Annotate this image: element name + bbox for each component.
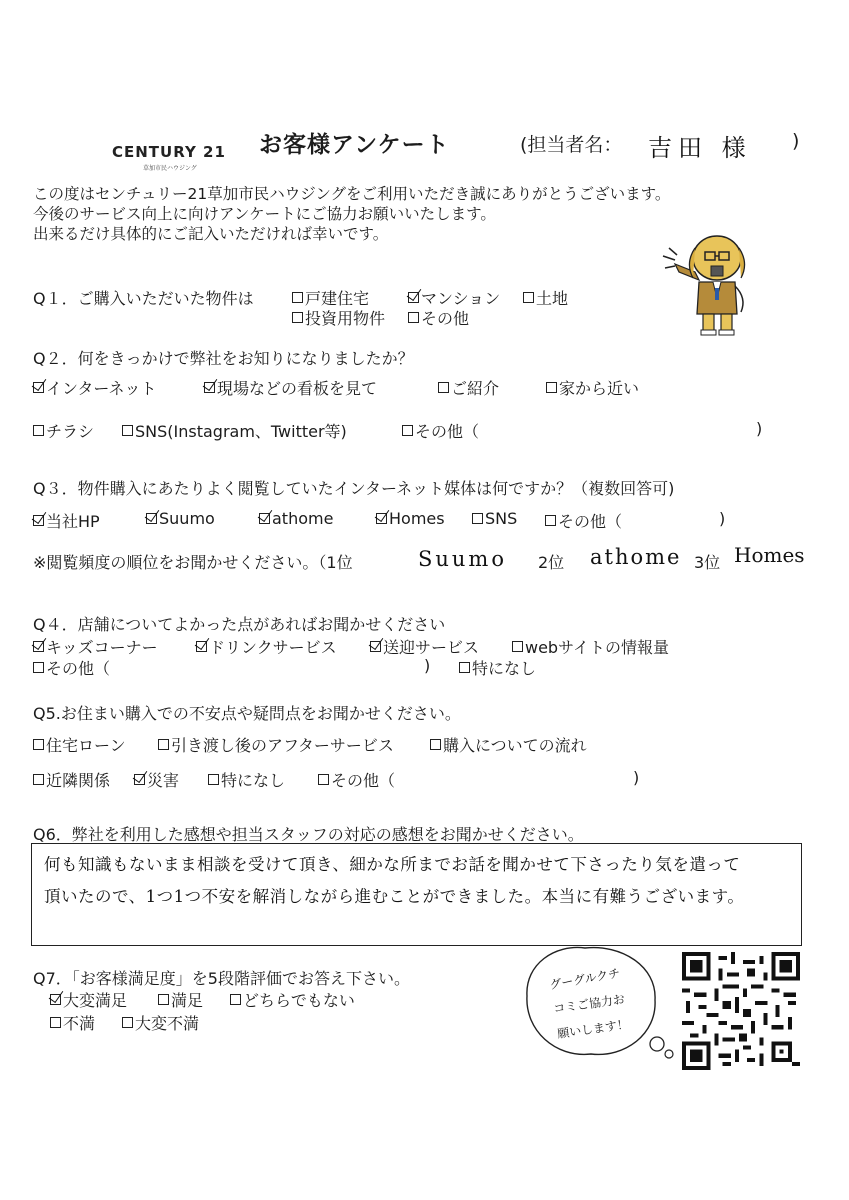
option-label: Suumo (159, 509, 215, 528)
option-label: 購入についての流れ (443, 736, 587, 755)
option-label: ドリンクサービス (209, 638, 337, 657)
checkbox[interactable] (33, 774, 44, 785)
checkbox[interactable] (292, 292, 303, 303)
checkbox-checked[interactable] (33, 382, 44, 393)
checkbox-checked[interactable] (370, 641, 381, 652)
check-mark-icon (369, 634, 384, 650)
check-mark-icon (203, 375, 218, 391)
option-label: その他（ (558, 512, 623, 531)
q3-rank1-answer: Suumo (418, 547, 507, 571)
option-label: その他（ (46, 659, 111, 678)
q3-label: Q３．物件購入にあたりよく閲覧していたインターネット媒体は何ですか？（複数回答可) (33, 479, 675, 498)
option-label: どちらでもない (243, 991, 355, 1010)
checkbox[interactable] (33, 739, 44, 750)
q2-option-sns[interactable] (122, 419, 347, 442)
q5-option-disaster[interactable] (134, 768, 179, 791)
bubble-line-1: グーグルクチ (548, 965, 622, 993)
q3-option-company-hp[interactable] (33, 509, 100, 532)
checkbox[interactable] (208, 774, 219, 785)
intro-line-2: 今後のサービス向上に向けアンケートにご協力お願いいたします。 (33, 205, 496, 223)
q3-option-sns[interactable] (472, 509, 517, 528)
q4-option-nothing[interactable] (459, 656, 536, 679)
q2-close-paren: ) (756, 419, 763, 438)
q1-option-investment[interactable] (292, 306, 385, 329)
q5-option-housing-loan[interactable] (33, 733, 126, 756)
check-mark-icon (375, 506, 390, 522)
qr-code-icon[interactable] (682, 952, 800, 1070)
option-label: 送迎サービス (383, 638, 480, 657)
option-label: マンション (421, 289, 501, 308)
q3-option-suumo[interactable] (146, 509, 215, 528)
checkbox[interactable] (545, 515, 556, 526)
checkbox[interactable] (158, 994, 169, 1005)
bubble-line-2: コミご協力お (552, 992, 626, 1016)
q5-option-other[interactable] (318, 768, 395, 791)
q7-option-very-dissatisfied[interactable] (122, 1011, 199, 1034)
checkbox[interactable] (546, 382, 557, 393)
option-label: SNS(Instagram、Twitter等) (135, 422, 347, 441)
checkbox-checked[interactable] (196, 641, 207, 652)
checkbox[interactable] (33, 662, 44, 673)
q3-option-other[interactable] (545, 509, 622, 532)
checkbox[interactable] (512, 641, 523, 652)
option-label: 近隣関係 (46, 771, 111, 790)
checkbox[interactable] (230, 994, 241, 1005)
checkbox[interactable] (122, 1017, 133, 1028)
checkbox-checked[interactable] (33, 515, 44, 526)
q3-rank2-answer: athome (590, 545, 682, 569)
checkbox[interactable] (459, 662, 470, 673)
option-label: 家から近い (559, 379, 640, 398)
q3-option-athome[interactable] (259, 509, 333, 528)
q2-option-flyer[interactable] (33, 419, 94, 442)
option-label: 土地 (536, 289, 569, 308)
q4-option-pickup-service[interactable] (370, 635, 479, 658)
checkbox-checked[interactable] (204, 382, 215, 393)
q5-option-purchase-flow[interactable] (430, 733, 587, 756)
q4-option-website-info[interactable] (512, 635, 669, 658)
q7-label: Q7．「お客様満足度」を5段階評価でお答え下さい。 (33, 969, 410, 988)
option-label: 現場などの看板を見て (217, 379, 378, 398)
company-logo: CENTURY 21 (112, 143, 226, 161)
option-label: 大変満足 (63, 991, 128, 1010)
q3-rank2-label: 2位 (538, 553, 565, 572)
q4-option-drink-service[interactable] (196, 635, 337, 658)
checkbox-checked[interactable] (408, 292, 419, 303)
checkbox[interactable] (430, 739, 441, 750)
q4-option-kids-corner[interactable] (33, 635, 158, 658)
check-mark-icon (407, 285, 422, 301)
checkbox[interactable] (523, 292, 534, 303)
q5-option-after-service[interactable] (158, 733, 394, 756)
option-label: その他（ (331, 771, 396, 790)
check-mark-icon (145, 506, 160, 522)
option-label: ご紹介 (451, 379, 500, 398)
option-label: 満足 (171, 991, 204, 1010)
q5-option-nothing[interactable] (208, 768, 285, 791)
google-review-bubble (515, 940, 675, 1070)
option-label: Homes (389, 509, 445, 528)
intro-line-1: この度はセンチュリー21草加市民ハウジングをご利用いただき誠にありがとうございます。 (33, 185, 671, 203)
bubble-line-3: 願いします！ (556, 1017, 630, 1041)
option-label: 投資用物件 (305, 309, 386, 328)
q5-option-neighbors[interactable] (33, 768, 110, 791)
q3-option-homes[interactable] (376, 509, 445, 528)
checkbox-checked[interactable] (134, 774, 145, 785)
mascot-dog-illustration (655, 228, 760, 338)
check-mark-icon (32, 508, 47, 524)
q6-answer-line-1: 何も知識もないまま相談を受けて頂き、細かな所までお話を聞かせて下さったり気を遣って (44, 855, 741, 874)
q6-answer-box[interactable] (31, 843, 802, 946)
option-label: チラシ (46, 422, 95, 441)
q2-option-near-home[interactable] (546, 376, 639, 399)
option-label: 特になし (472, 659, 537, 678)
option-label: 住宅ローン (46, 736, 126, 755)
checkbox[interactable] (50, 1017, 61, 1028)
q2-option-referral[interactable] (438, 376, 499, 399)
q2-label: Q２．何をきっかけで弊社をお知りになりましたか？ (33, 349, 414, 368)
checkbox-checked[interactable] (259, 513, 270, 524)
q2-option-internet[interactable] (33, 376, 157, 399)
checkbox[interactable] (402, 425, 413, 436)
checkbox-checked[interactable] (146, 513, 157, 524)
option-label: 引き渡し後のアフターサービス (171, 736, 394, 755)
q3-rank3-answer: Homes (734, 543, 805, 567)
checkbox[interactable] (33, 425, 44, 436)
option-label: 当社HP (46, 512, 100, 531)
q5-label: Q5.お住まい購入での不安点や疑問点をお聞かせください。 (33, 704, 461, 723)
q4-option-other[interactable] (33, 656, 110, 679)
q4-close-paren: ) (424, 656, 431, 675)
option-label: キッズコーナー (46, 638, 158, 657)
page-title: お客様アンケート (259, 132, 450, 158)
checkbox-checked[interactable] (376, 513, 387, 524)
q6-answer-line-2: 頂いたので、1つ1つ不安を解消しながら進むことができました。本当に有難うございます。 (44, 887, 745, 906)
option-label: 災害 (147, 771, 180, 790)
checkbox[interactable] (318, 774, 329, 785)
option-label: athome (272, 509, 334, 528)
staff-close-paren: ) (792, 130, 800, 152)
staff-label: (担当者名： (520, 134, 623, 156)
q1-option-land[interactable] (523, 286, 568, 309)
q5-close-paren: ) (633, 768, 640, 787)
q7-option-dissatisfied[interactable] (50, 1011, 95, 1034)
checkbox[interactable] (292, 312, 303, 323)
q3-rank-label: ※閲覧頻度の順位をお聞かせください。（1位 (33, 553, 353, 572)
check-mark-icon (195, 634, 210, 650)
check-mark-icon (49, 987, 64, 1003)
option-label: その他 (421, 309, 470, 328)
check-mark-icon (258, 506, 273, 522)
company-logo-subtitle: 草加市民ハウジング (143, 165, 197, 172)
staff-name: 吉田 様 (648, 134, 752, 162)
check-mark-icon (133, 767, 148, 783)
q3-rank3-label: 3位 (694, 553, 721, 572)
option-label: webサイトの情報量 (525, 638, 669, 657)
option-label: 戸建住宅 (305, 289, 370, 308)
option-label: 大変不満 (135, 1014, 200, 1033)
option-label: その他（ (415, 422, 480, 441)
check-mark-icon (32, 375, 47, 391)
q1-label: Q１．ご購入いただいた物件は (33, 289, 254, 308)
q4-label: Q４．店舗についてよかった点があればお聞かせください (33, 615, 446, 634)
checkbox[interactable] (122, 425, 133, 436)
checkbox-checked[interactable] (50, 994, 61, 1005)
option-label: 特になし (221, 771, 286, 790)
q2-option-signboard[interactable] (204, 376, 377, 399)
option-label: SNS (485, 509, 518, 528)
checkbox-checked[interactable] (33, 641, 44, 652)
checkbox[interactable] (158, 739, 169, 750)
q6-label: Q6．弊社を利用した感想や担当スタッフの対応の感想をお聞かせください。 (33, 825, 584, 844)
option-label: インターネット (46, 379, 157, 398)
q7-option-satisfied[interactable] (158, 988, 203, 1011)
q7-option-neutral[interactable] (230, 988, 355, 1011)
checkbox[interactable] (438, 382, 449, 393)
checkbox[interactable] (408, 312, 419, 323)
q3-close-paren: ) (719, 509, 726, 528)
checkbox[interactable] (472, 513, 483, 524)
option-label: 不満 (63, 1014, 96, 1033)
q2-option-other[interactable] (402, 419, 479, 442)
intro-line-3: 出来るだけ具体的にご記入いただければ幸いです。 (33, 225, 389, 243)
q1-option-other[interactable] (408, 306, 469, 329)
q7-option-very-satisfied[interactable] (50, 988, 127, 1011)
check-mark-icon (32, 634, 47, 650)
